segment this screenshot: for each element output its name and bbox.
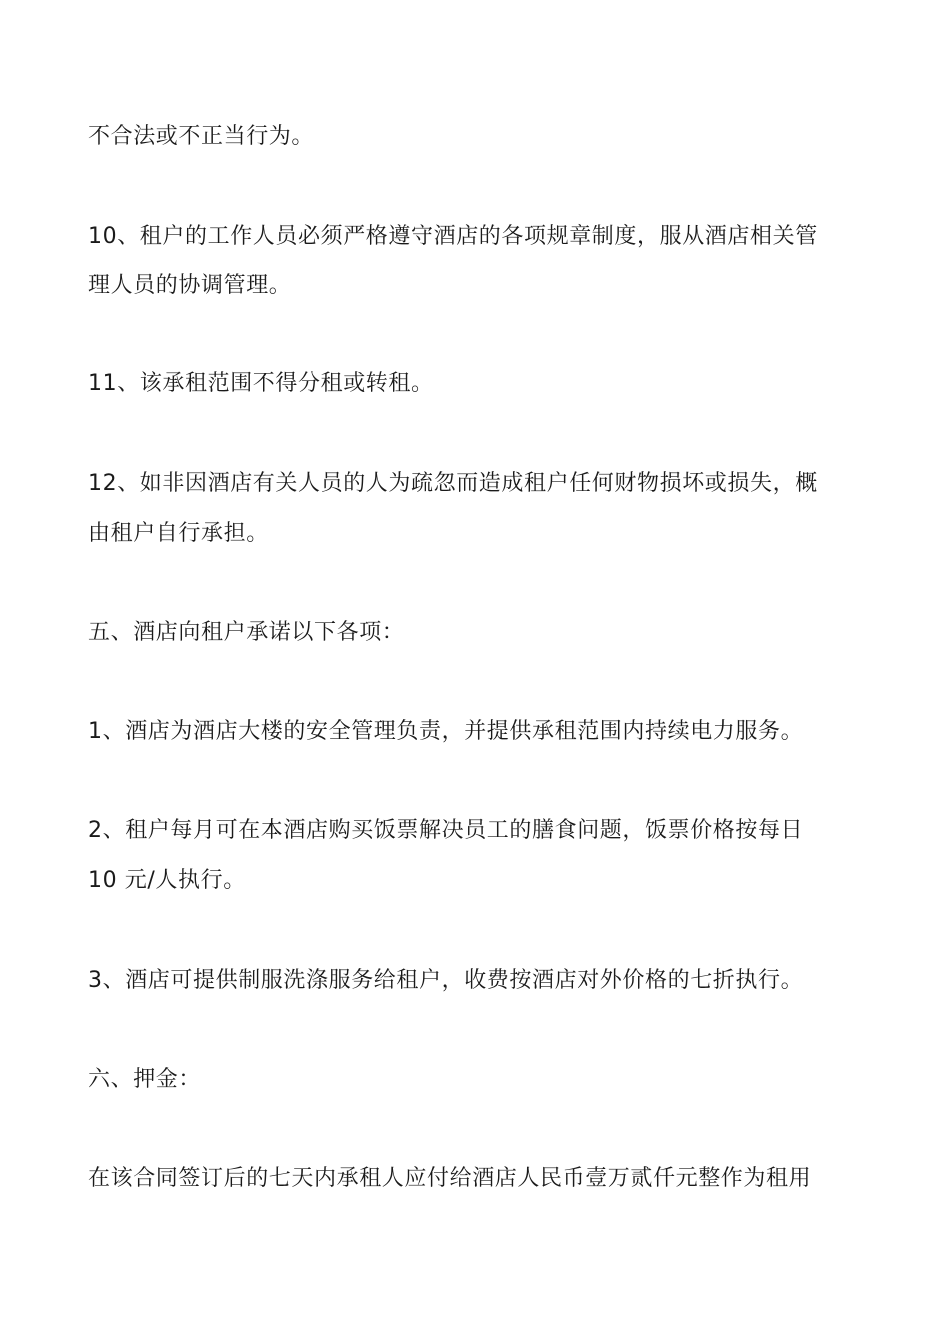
text-line: 12、如非因酒店有关人员的人为疏忽而造成租户任何财物损坏或损失，概 [88,471,818,496]
text-line: 由租户自行承担。 [88,521,269,546]
section-heading: 六、押金： [88,1067,202,1092]
text-line: 1、酒店为酒店大楼的安全管理负责，并提供承租范围内持续电力服务。 [88,719,804,744]
text-line: 10 元/人执行。 [88,868,246,893]
text-line: 11、该承租范围不得分租或转租。 [88,371,434,396]
text-line: 理人员的协调管理。 [88,273,292,298]
section-heading: 五、酒店向租户承诺以下各项： [88,620,405,645]
text-line: 2、租户每月可在本酒店购买饭票解决员工的膳食问题，饭票价格按每日 [88,818,804,843]
text-line: 3、酒店可提供制服洗涤服务给租户，收费按酒店对外价格的七折执行。 [88,968,804,993]
text-line: 不合法或不正当行为。 [88,124,315,149]
text-line: 10、租户的工作人员必须严格遵守酒店的各项规章制度，服从酒店相关管 [88,224,818,249]
text-line: 在该合同签订后的七天内承租人应付给酒店人民币壹万贰仟元整作为租用 [88,1166,812,1191]
